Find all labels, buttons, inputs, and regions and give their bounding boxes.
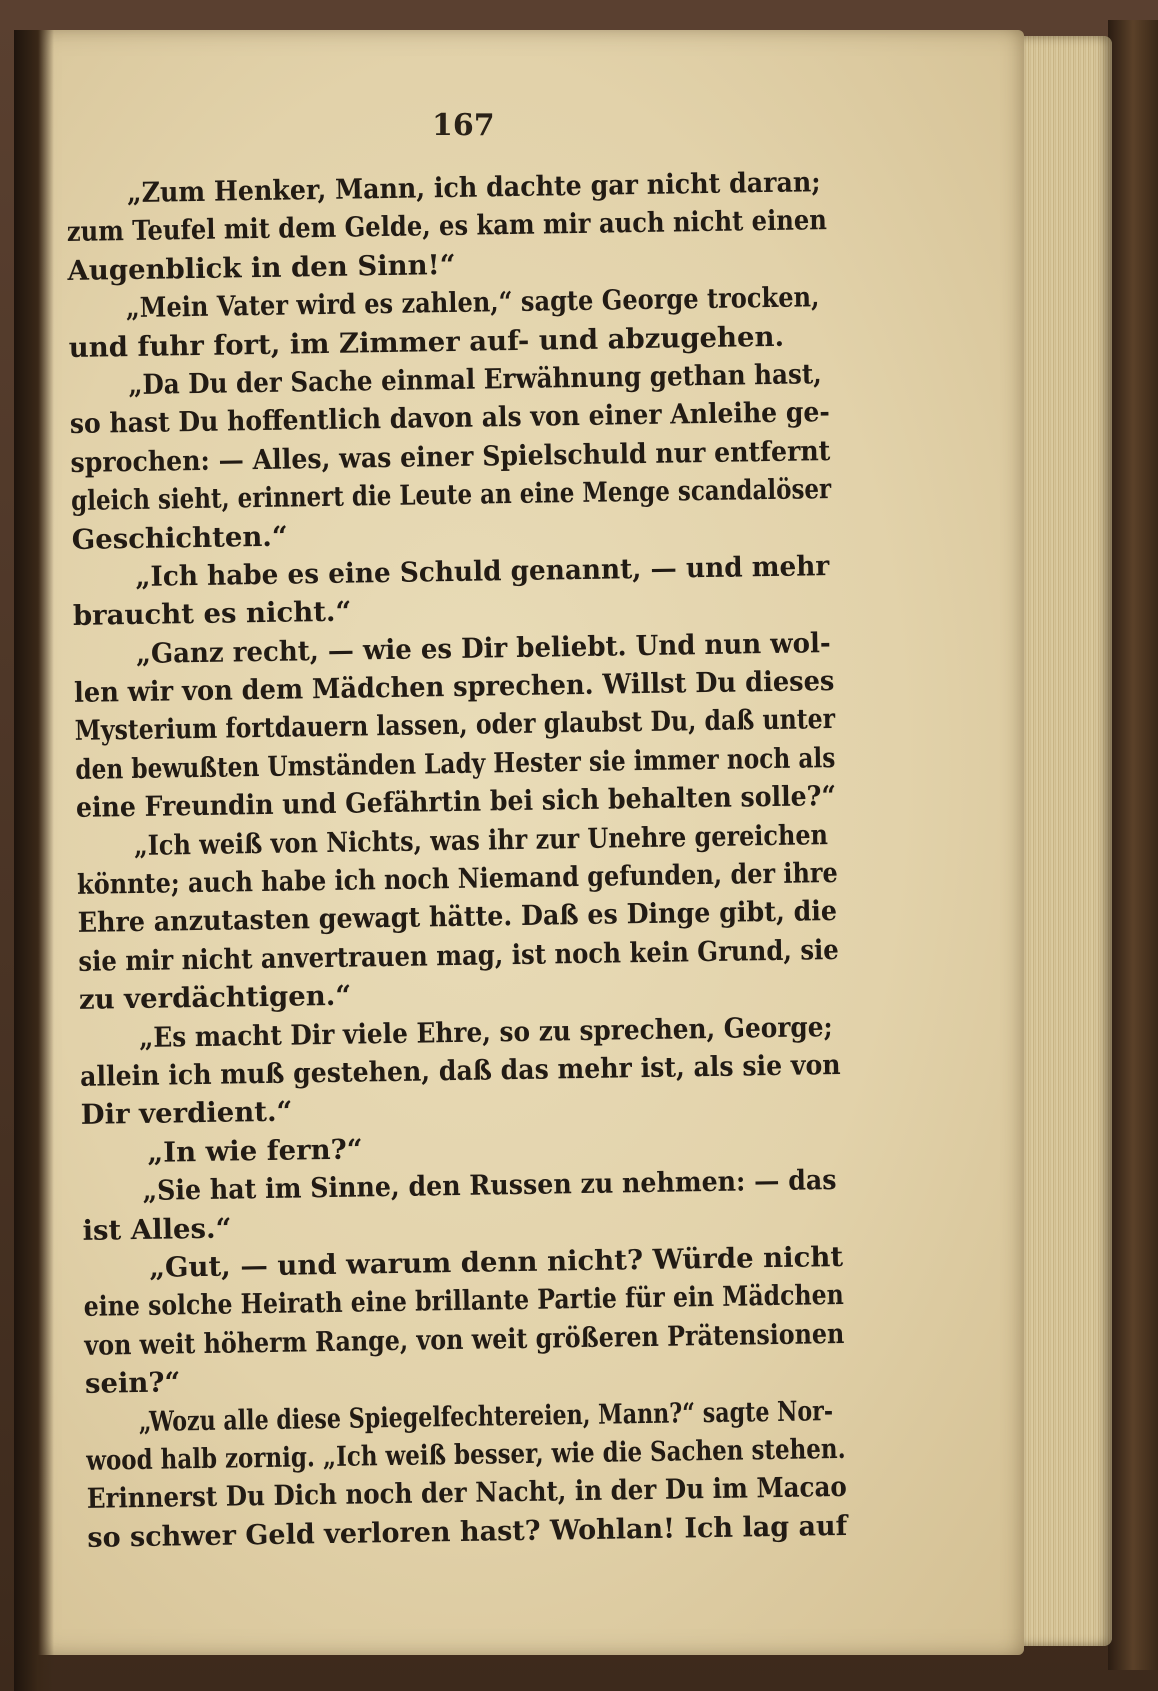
text-line-content: „Da Du der Sache einmal Erwähnung gethan hast, (128, 358, 822, 401)
text-line-content: sein?“ (84, 1366, 181, 1400)
text-line-content: „Es macht Dir viele Ehre, so zu sprechen, George; (138, 1010, 833, 1054)
text-line-content: eine Freundin und Gefährtin bei sich behalten solle?“ (75, 780, 837, 825)
text-line-content: sprochen: — Alles, was einer Spielschuld nur entfernt (70, 434, 831, 479)
text-line-content: Dir verdient.“ (80, 1095, 293, 1132)
text-line-content: len wir von dem Mädchen sprechen. Willst Du dieses (73, 665, 835, 710)
text-line-content: „Wozu alle diese Spiegelfechtereien, Mann?“ sagte Nor- (138, 1394, 834, 1438)
text-line-content: Augenblick in den Sinn!“ (67, 248, 456, 287)
text-line-content: ist Alles.“ (82, 1212, 232, 1247)
text-line-content: Geschichten.“ (71, 520, 288, 556)
text-line-content: zum Teufel mit dem Gelde, es kam mir auch nicht einen (66, 204, 828, 249)
text-line-content: „In wie fern?“ (147, 1133, 363, 1169)
text-line-content: Erinnerst Du Dich noch der Nacht, in der Du im Macao (86, 1471, 848, 1516)
text-line-content: so hast Du hoffentlich davon als von einer Anleihe ge- (69, 396, 831, 441)
text-line-content: allein ich muß gestehen, daß das mehr ist, als sie von (79, 1048, 841, 1093)
spine-shadow (14, 30, 54, 1691)
text-line-content: so schwer Geld verloren hast? Wohlan! Ich lag auf (87, 1509, 848, 1554)
text-line-content: könnte; auch habe ich noch Niemand gefunden, der ihre (76, 856, 839, 901)
text-line-content: von weit höherm Range, von weit größeren Prätensionen (84, 1317, 845, 1362)
text-line-content: wood halb zornig. „Ich weiß besser, wie die Sachen stehen. (85, 1432, 846, 1477)
page-edges (1024, 36, 1112, 1646)
text-line-content: und fuhr fort, im Zimmer auf- und abzugehen. (68, 320, 785, 364)
text-line-content: „Zum Henker, Mann, ich dachte gar nicht daran; (126, 166, 821, 210)
text-line-content: braucht es nicht.“ (72, 595, 352, 633)
book-cover-edge (1108, 20, 1158, 1670)
text-line-content: gleich sieht, erinnert die Leute an eine Menge scandalöser (70, 473, 832, 518)
page-number: 167 (432, 108, 495, 143)
body-text (66, 162, 928, 1557)
text-line-content: sie mir nicht anvertrauen mag, ist noch kein Grund, sie (78, 933, 840, 978)
text-line-content: zu verdächtigen.“ (78, 979, 352, 1017)
text-line-content: den bewußten Umständen Lady Hester sie immer noch als (75, 741, 836, 786)
text-line-content: Ehre anzutasten gewagt hätte. Daß es Dinge gibt, die (77, 895, 838, 940)
text-line-content: „Ich habe es eine Schuld genannt, — und mehr (135, 549, 830, 593)
text-line-content: „Gut, — und warum denn nicht? Würde nicht (148, 1240, 844, 1284)
text-line-content: Mysterium fortdauern lassen, oder glaubst Du, daß unter (74, 703, 836, 748)
text-line-content: „Mein Vater wird es zahlen,“ sagte George trocken, (125, 281, 820, 325)
text-line-content: „Sie hat im Sinne, den Russen zu nehmen: — das (142, 1164, 837, 1208)
text-line-content: „Ganz recht, — wie es Dir beliebt. Und nun wol- (135, 626, 831, 670)
text-line-content: „Ich weiß von Nichts, was ihr zur Unehre gereichen (133, 818, 829, 862)
text-line-content: eine solche Heirath eine brillante Partie für ein Mädchen (83, 1279, 844, 1324)
